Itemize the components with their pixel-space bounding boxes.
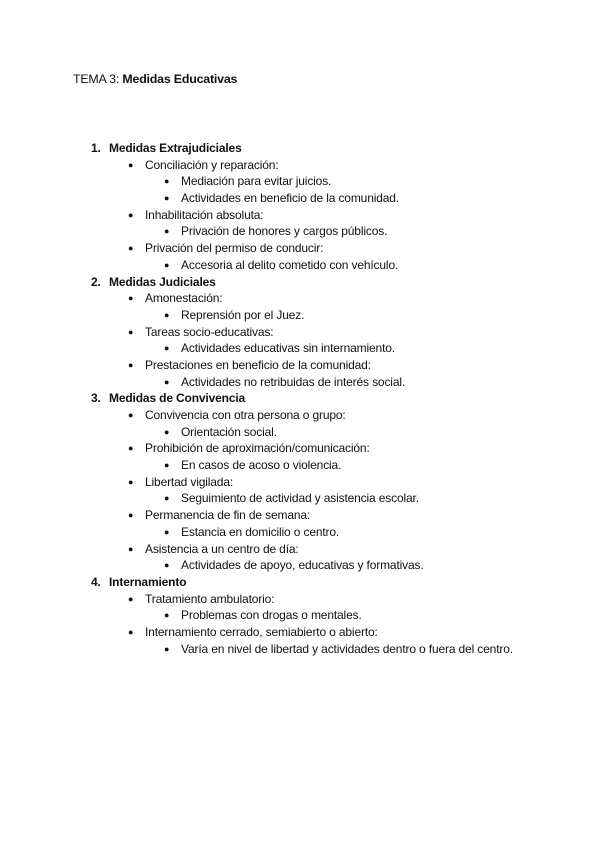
bullet-icon: ● — [164, 426, 170, 437]
list-item — [0, 157, 600, 174]
list-item — [0, 591, 600, 608]
sub-list-item-text: Actividades de apoyo, educativas y formativas. — [181, 558, 424, 573]
section-title: Medidas de Convivencia — [109, 391, 246, 406]
section-title: Medidas Judiciales — [109, 274, 216, 289]
sub-list-item — [0, 607, 600, 624]
bullet-icon: ● — [128, 593, 134, 604]
bullet-icon: ● — [164, 493, 170, 504]
section-heading — [0, 274, 600, 291]
bullet-icon: ● — [128, 243, 134, 254]
bullet-icon: ● — [128, 443, 134, 454]
section-heading — [0, 574, 600, 591]
list-item-text: Prestaciones en beneficio de la comunidad: — [145, 357, 371, 372]
list-item — [0, 541, 600, 558]
list-item-text: Amonestación: — [145, 291, 223, 306]
bullet-icon: ● — [128, 159, 134, 170]
list-item — [0, 357, 600, 374]
list-item — [0, 240, 600, 257]
bullet-icon: ● — [128, 326, 134, 337]
sub-list-item — [0, 307, 600, 324]
sub-list-item — [0, 173, 600, 190]
bullet-icon: ● — [164, 343, 170, 354]
outline-list — [0, 140, 600, 657]
list-item — [0, 624, 600, 641]
bullet-icon: ● — [164, 193, 170, 204]
sub-list-item-text: Problemas con drogas o mentales. — [181, 608, 362, 623]
sub-list-item-text: Actividades en beneficio de la comunidad. — [181, 191, 399, 206]
bullet-icon: ● — [164, 259, 170, 270]
list-item-text: Conciliación y reparación: — [145, 157, 279, 172]
sub-list-item — [0, 374, 600, 391]
list-item-text: Tareas socio-educativas: — [145, 324, 274, 339]
bullet-icon: ● — [164, 526, 170, 537]
section-title: Internamiento — [109, 574, 187, 589]
list-item — [0, 474, 600, 491]
sub-list-item — [0, 557, 600, 574]
bullet-icon: ● — [128, 476, 134, 487]
list-item — [0, 324, 600, 341]
list-item-text: Prohibición de aproximación/comunicación: — [145, 441, 370, 456]
sub-list-item — [0, 340, 600, 357]
title-prefix: TEMA 3: — [73, 72, 120, 86]
list-item-text: Internamiento cerrado, semiabierto o abierto: — [145, 624, 378, 639]
list-item — [0, 407, 600, 424]
bullet-icon: ● — [128, 293, 134, 304]
sub-list-item-text: Actividades no retribuidas de interés social. — [181, 374, 406, 389]
sub-list-item-text: Mediación para evitar juicios. — [181, 174, 332, 189]
list-item — [0, 440, 600, 457]
bullet-icon: ● — [128, 543, 134, 554]
sub-list-item-text: Estancia en domicilio o centro. — [181, 524, 340, 539]
bullet-icon: ● — [128, 626, 134, 637]
section-heading — [0, 140, 600, 157]
sub-list-item — [0, 424, 600, 441]
sub-list-item-text: En casos de acoso o violencia. — [181, 458, 342, 473]
sub-list-item — [0, 223, 600, 240]
bullet-icon: ● — [128, 510, 134, 521]
bullet-icon: ● — [164, 309, 170, 320]
sub-list-item — [0, 190, 600, 207]
list-item-text: Libertad vigilada: — [145, 474, 234, 489]
sub-list-item-text: Seguimiento de actividad y asistencia escolar. — [181, 491, 419, 506]
sub-list-item — [0, 490, 600, 507]
list-item — [0, 207, 600, 224]
list-item-text: Permanencia de fin de semana: — [145, 508, 311, 523]
bullet-icon: ● — [164, 643, 170, 654]
section-title: Medidas Extrajudiciales — [109, 141, 242, 155]
bullet-icon: ● — [128, 410, 134, 420]
list-item — [0, 290, 600, 307]
sub-list-item-text: Varía en nivel de libertad y actividades dentro o fuera del centro. — [181, 641, 513, 656]
bullet-icon: ● — [164, 376, 170, 387]
sub-list-item-text: Actividades educativas sin internamiento. — [181, 341, 395, 356]
sub-list-item — [0, 257, 600, 274]
section-heading — [0, 390, 600, 407]
bullet-icon: ● — [128, 209, 134, 220]
list-item-text: Asistencia a un centro de día: — [145, 541, 299, 556]
sub-list-item — [0, 524, 600, 541]
bullet-icon: ● — [164, 560, 170, 571]
section-number: 2. — [91, 274, 101, 289]
sub-list-item-text: Accesoria al delito cometido con vehículo. — [181, 257, 399, 272]
list-item — [0, 507, 600, 524]
bullet-icon: ● — [164, 460, 170, 471]
bullet-icon: ● — [164, 226, 170, 237]
title-main: Medidas Educativas — [122, 72, 238, 86]
sub-list-item — [0, 641, 600, 658]
section-number: 3. — [91, 391, 101, 406]
bullet-icon: ● — [128, 359, 134, 370]
sub-list-item — [0, 457, 600, 474]
list-item-text: Inhabilitación absoluta: — [145, 207, 264, 222]
sub-list-item-text: Reprensión por el Juez. — [181, 307, 305, 322]
sub-list-item-text: Orientación social. — [181, 424, 277, 439]
list-item-text: Tratamiento ambulatorio: — [145, 591, 275, 606]
page-title — [73, 72, 237, 86]
section-number: 1. — [91, 141, 101, 155]
sub-list-item-text: Privación de honores y cargos públicos. — [181, 224, 388, 239]
bullet-icon: ● — [164, 610, 170, 621]
list-item-text: Privación del permiso de conducir: — [145, 241, 324, 256]
bullet-icon: ● — [164, 176, 170, 187]
list-item-text: Convivencia con otra persona o grupo: — [145, 408, 346, 422]
section-number: 4. — [91, 574, 101, 589]
